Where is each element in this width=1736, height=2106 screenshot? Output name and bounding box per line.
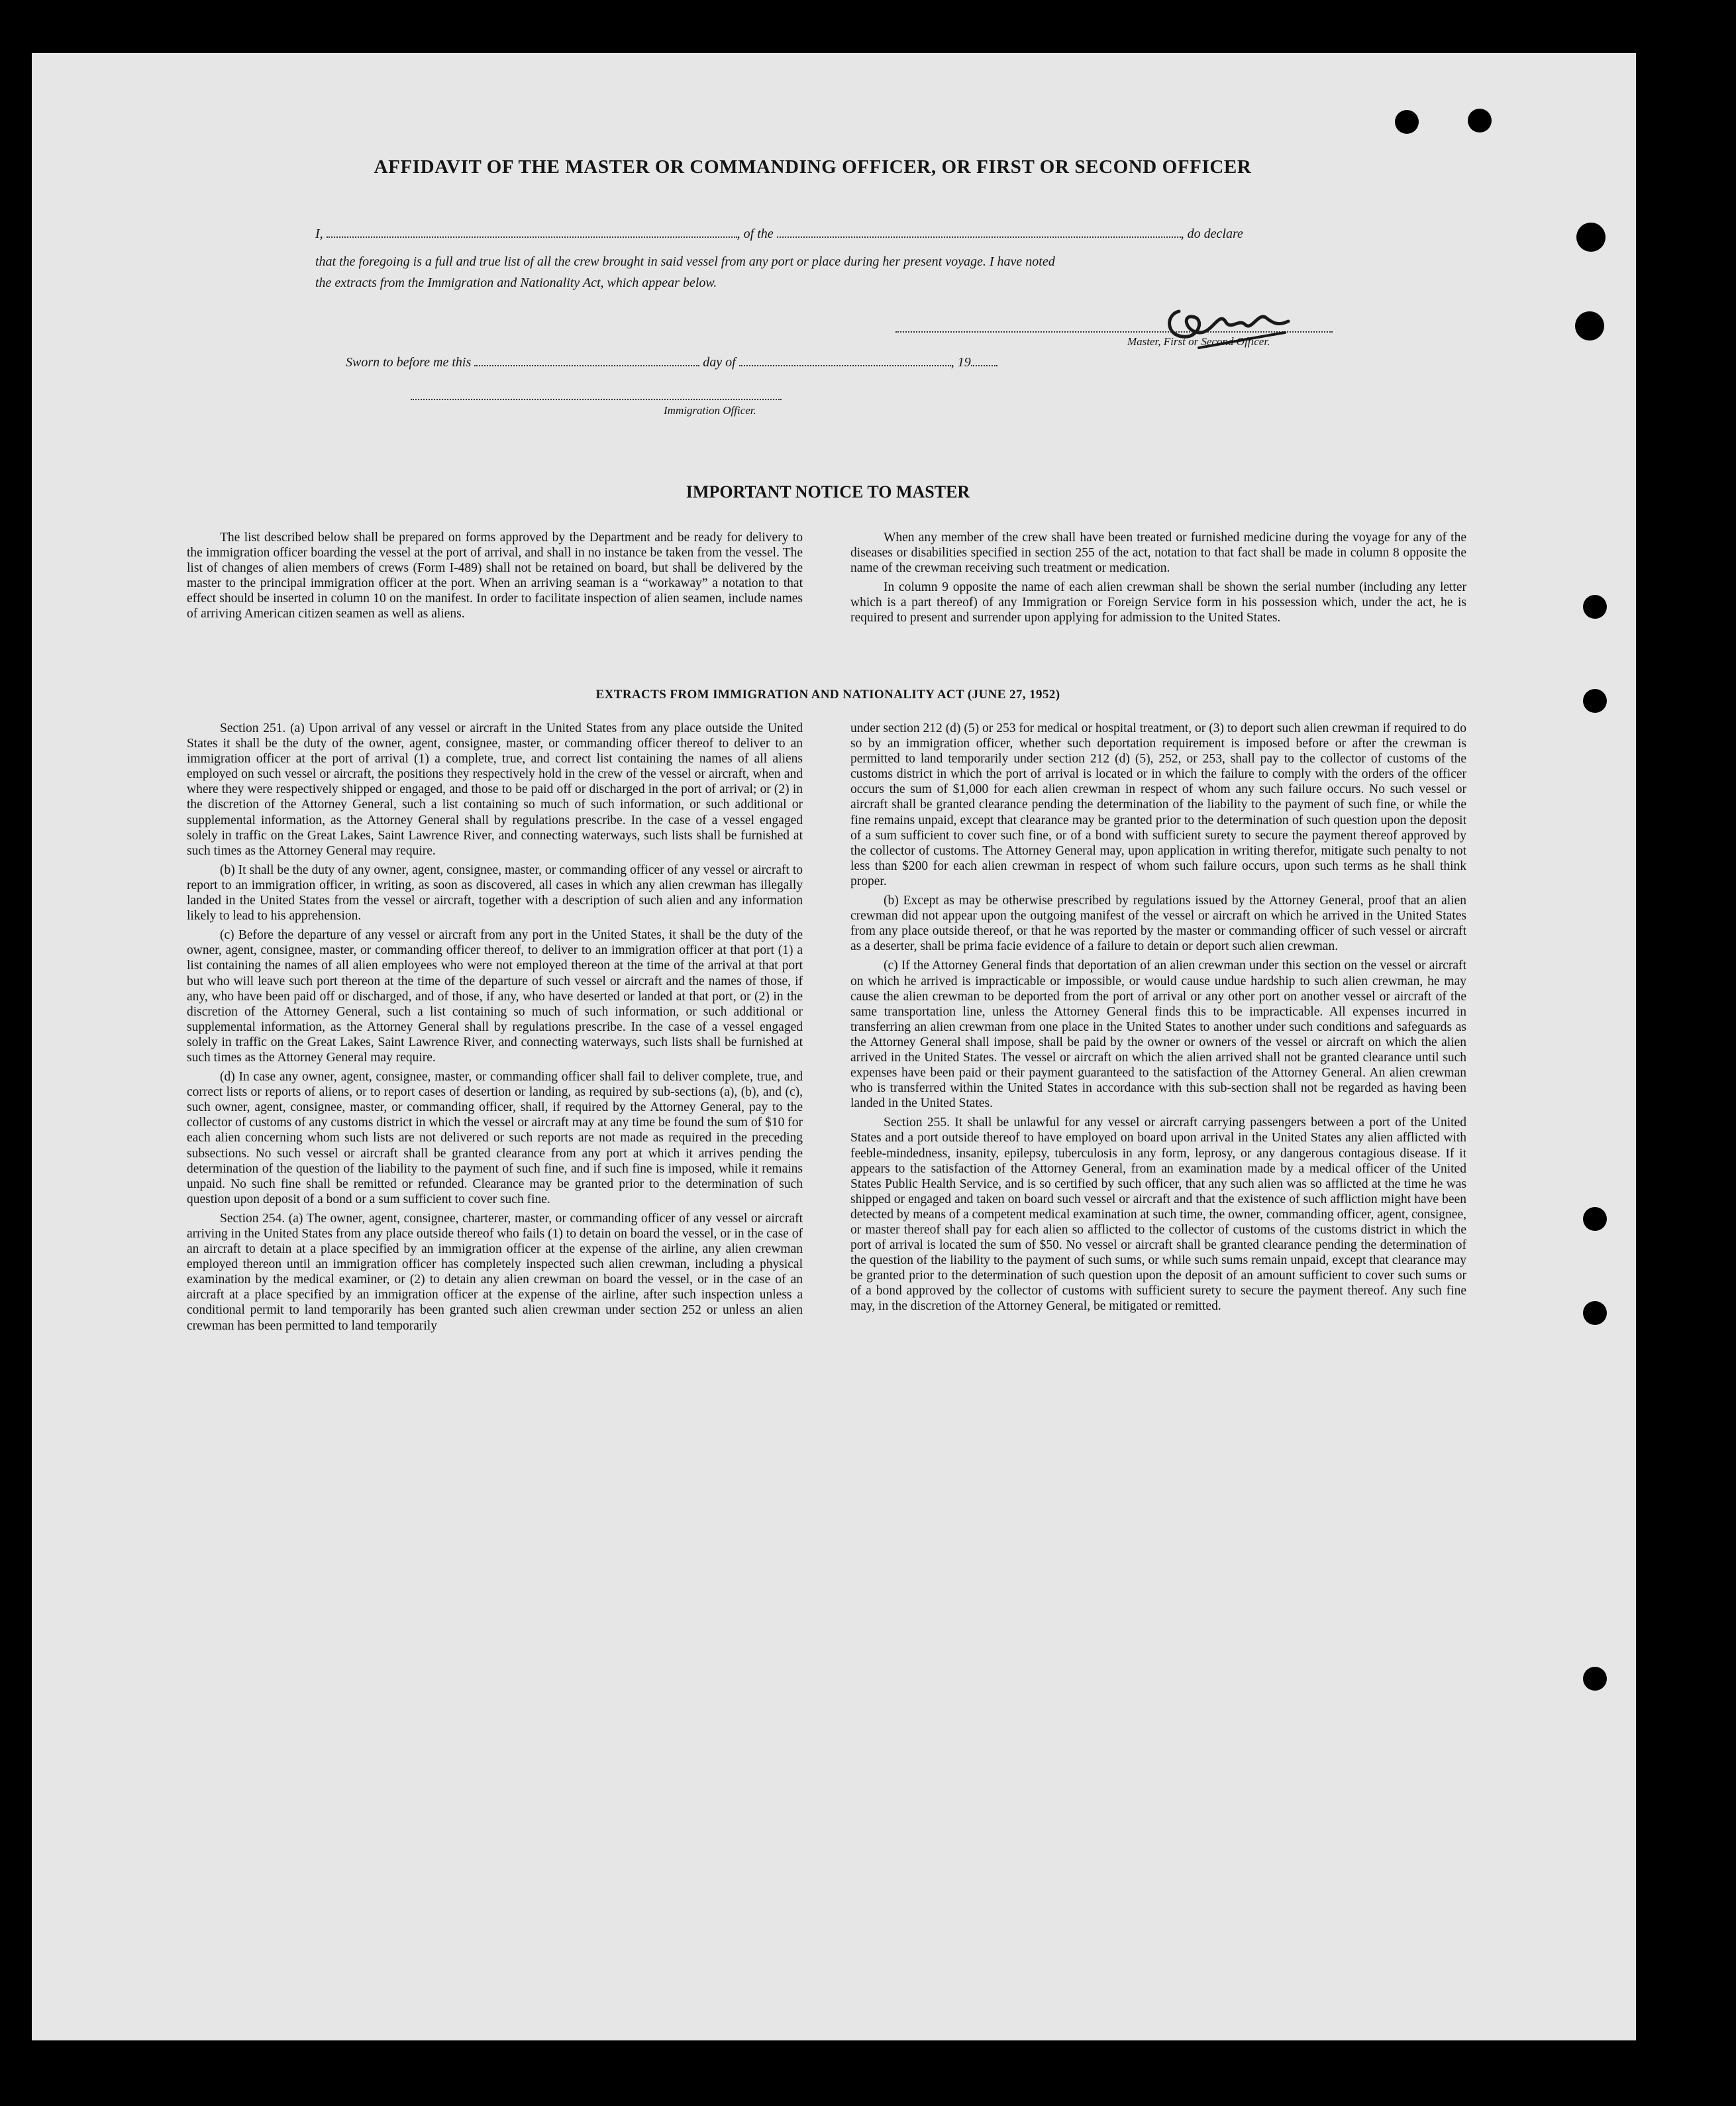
statute-paragraph: (c) If the Attorney General finds that deportation of an alien crewman under this section on the vessel or aircraft on which he arrived is impracticable or impossible, or would cause undue hardship to such alien crewman, he may cause the alien crewman to be deported from the port of arrival or any other port on another vessel or aircraft of the same transportation line, unless the Attorney General finds this to be impracticable. All expenses incurred in transferring an alien crewman from one place in the United States to another under such conditions and safeguards as the Attorney General shall impose, shall be paid by the owner or owners of the vessel or aircraft on which the alien arrived in the United States. The vessel or aircraft on which the alien arrived shall not be granted clearance until such expenses have been paid or their payment guaranteed to the satisfaction of the Attorney General. An alien crewman who is transferred within the United States in accordance with this sub-section shall not be regarded as having been landed in the United States.: [850, 959, 1466, 1111]
vessel-label: , of the: [737, 227, 774, 241]
binder-hole-icon: [1583, 1301, 1607, 1325]
statute-paragraph: (b) Except as may be otherwise prescribed by regulations issued by the Attorney General, proof that an alien crewman did not appear upon the outgoing manifest of the vessel or aircraft on which he arrived in the United States from any place outside thereof, or that he was reported by the master or commanding officer of such vessel or aircraft as a deserter, shall be prima facie evidence of a failure to detain or deport such alien crewman.: [850, 894, 1466, 954]
sworn-line: [346, 354, 1141, 371]
extracts-right-column: [850, 721, 1466, 1318]
statute-paragraph: Section 254. (a) The owner, agent, consignee, charterer, master, or commanding officer of any vessel or aircraft arriving in the United States from any place outside thereof who fails (1) to detain on board the vessel, or in the case of an aircraft to detain at a place specified by an immigration officer at the expense of the airline, any alien crewman employed thereon until an immigration officer has completely inspected such alien crewman, including a physical examination by the medical examiner, or (2) to detain any alien crewman on board the vessel, or in the case of an aircraft at a place specified by an immigration officer at the expense of the airline, after such inspection unless a conditional permit to land temporarily has been granted such alien crewman under section 252 or unless an alien crewman has been permitted to land temporarily: [187, 1211, 803, 1333]
year-label: , 19: [950, 355, 971, 370]
extracts-heading: EXTRACTS FROM IMMIGRATION AND NATIONALITY ACT (JUNE 27, 1952): [595, 688, 1060, 702]
notice-paragraph: The list described below shall be prepared on forms approved by the Department and be ready for delivery to the immigration officer boarding the vessel at the port of arrival, and shall in no instance be taken from the vessel. The list of changes of alien members of crews (Form I-489) shall not be retained on board, but shall be delivered by the master to the principal immigration officer at the port. When an arriving seaman is a “workaway” a notation to that effect should be inserted in column 10 on the manifest. In order to facilitate inspection of alien seamen, include names of arriving American citizen seamen as well as aliens.: [187, 531, 803, 621]
notice-heading: IMPORTANT NOTICE TO MASTER: [686, 482, 970, 501]
binder-hole-icon: [1583, 1207, 1607, 1231]
statute-paragraph: (b) It shall be the duty of any owner, agent, consignee, master, or commanding officer of any vessel or aircraft to report to an immigration officer, in writing, as soon as discovered, all cases in which any alien crewman has illegally landed in the United States from the vessel or aircraft, together with a description of such alien and any information likely to lead to his apprehension.: [187, 863, 803, 923]
statute-paragraph: Section 251. (a) Upon arrival of any vessel or aircraft in the United States from any place outside the United States it shall be the duty of the owner, agent, consignee, master, or commanding officer thereof to deliver to an immigration officer at the port of arrival (1) a complete, true, and correct list containing the names of all aliens employed on such vessel or aircraft, the positions they respectively hold in the crew of the vessel or aircraft, when and where they were respectively shipped or engaged, and those to be paid off or discharged in the port of arrival; or (2) in the discretion of the Attorney General, such a list containing so much of such information, or such additional or supplemental information, as the Attorney General shall by regulations prescribe. In the case of a vessel engaged solely in traffic on the Great Lakes, Saint Lawrence River, and connecting waterways, such lists shall be furnished at such times as the Attorney General may require.: [187, 721, 803, 858]
affidavit-title: AFFIDAVIT OF THE MASTER OR COMMANDING OFFICER, OR FIRST OR SECOND OFFICER: [374, 156, 1252, 178]
day-of-label: day of: [703, 355, 736, 370]
sworn-year-field[interactable]: [971, 365, 997, 366]
declarant-name-field[interactable]: [327, 237, 737, 238]
binder-hole-icon: [1575, 311, 1604, 341]
declare-label: , do declare: [1180, 227, 1243, 241]
notice-right-column: [850, 530, 1466, 630]
binder-hole-icon: [1583, 595, 1607, 619]
binder-hole-icon: [1583, 689, 1607, 713]
master-title-label: Master, First or Second Officer.: [1127, 335, 1270, 348]
binder-hole-icon: [1583, 1667, 1607, 1691]
binder-hole-icon: [1468, 109, 1492, 132]
statute-paragraph: Section 255. It shall be unlawful for any vessel or aircraft carrying passengers between a port of the United States and a port outside thereof to have employed on board upon arrival in the United States any alien afflicted with feeble-mindedness, insanity, epilepsy, tuberculosis in any form, leprosy, or any dangerous contagious disease. If it appears to the satisfaction of the Attorney General, from an examination made by a medical officer of the United States Public Health Service, and is so certified by such officer, that any such alien was so afflicted at the time he was shipped or engaged and taken on board such vessel or aircraft and that the existence of such affliction might have been detected by means of a competent medical examination at such time, the owner, commanding officer, agent, consignee, or master thereof shall pay for each alien so afflicted to the collector of customs of the customs district in which the port of arrival is located the sum of $50. No vessel or aircraft shall be granted clearance pending the determination of the question of the liability to the payment of such sums, or while such sums remain unpaid, except that clearance may be granted prior to the determination of such question upon the deposit of an amount sufficient to cover such sums or of a bond approved by the collector of customs with sufficient surety to secure the payment thereof. Any such fine may, in the discretion of the Attorney General, be mitigated or remitted.: [850, 1116, 1466, 1314]
declaration-text: the extracts from the Immigration and Nationality Act, which appear below.: [315, 276, 717, 290]
statute-paragraph: under section 212 (d) (5) or 253 for medical or hospital treatment, or (3) to deport such alien crewman if required to do so by an immigration officer, whether such deportation requirement is imposed before or after the crewman is permitted to land temporarily under section 212 (d) (5), 252, or 253, shall pay to the collector of customs of the customs district in which the port of arrival is located or in which the failure to comply with the orders of the officer occurs the sum of $1,000 for each alien crewman in respect of whom any such failure occurs. No such vessel or aircraft shall be granted clearance pending the determination of the liability to the payment of such fine, or while the fine remains unpaid, except that clearance may be granted prior to the determination of such question upon the deposit of a sum sufficient to cover such fine, or of a bond with sufficient surety to secure the payment thereof approved by the collector of customs. The Attorney General may, upon application in writing therefor, mitigate such penalty to not less than $200 for each alien crewman in respect of whom such failure occurs, upon such terms as he shall think proper.: [850, 721, 1466, 888]
immigration-officer-signature-line[interactable]: [411, 399, 782, 400]
binder-hole-icon: [1395, 110, 1419, 134]
sworn-day-field[interactable]: [474, 365, 699, 366]
handwritten-signature-icon: [1152, 285, 1311, 364]
vessel-name-field[interactable]: [777, 237, 1181, 238]
notice-paragraph: In column 9 opposite the name of each alien crewman shall be shown the serial number (including any letter which is a part thereof) of any Immigration or Foreign Service form in his possession which, under the act, he is required to present and surrender upon applying for admission to the United States.: [850, 580, 1466, 625]
extracts-left-column: [187, 721, 803, 1338]
declaration-line: [315, 225, 1335, 242]
declarant-label: I,: [315, 227, 323, 241]
binder-hole-icon: [1576, 223, 1606, 252]
sworn-label: Sworn to before me this: [346, 355, 472, 370]
statute-paragraph: (c) Before the departure of any vessel or aircraft from any port in the United States, it shall be the duty of the owner, agent, consignee, master, or commanding officer thereof, to deliver to an immigration officer at that port (1) a list containing the names of all alien employees who were not employed thereon at the time of the arrival at that port but who will leave such port thereon at the time of the departure of such vessel or aircraft and the names of those, if any, who have been paid off or discharged, and of those, if any, who have deserted or landed at that port, or (2) in the discretion of the Attorney General, such a list containing so much of such information, or such additional or supplemental information, as the Attorney General shall by regulations prescribe. In the case of a vessel engaged solely in traffic on the Great Lakes, Saint Lawrence River, and connecting waterways, such lists shall be furnished at such times as the Attorney General may require.: [187, 928, 803, 1065]
sworn-month-field[interactable]: [739, 365, 951, 366]
immigration-officer-label: Immigration Officer.: [664, 404, 756, 417]
statute-paragraph: (d) In case any owner, agent, consignee, master, or commanding officer shall fail to deliver complete, true, and correct lists or reports of aliens, or to report cases of desertion or landing, as required by sub-sections (a), (b), and (c), such owner, agent, consignee, master, or commanding officer, shall, if required by the Attorney General, pay to the collector of customs of any customs district in which the vessel or aircraft may at any time be found the sum of $10 for each alien concerning whom such lists are not delivered or such reports are not made as required in the preceding subsections. No such vessel or aircraft shall be granted clearance from any port at which it arrives pending the determination of the question of the liability to the payment of such fine, and if such fine is imposed, while it remains unpaid. No such fine shall be remitted or refunded. Clearance may be granted prior to the determination of such question upon deposit of a bond or a sum sufficient to cover such fine.: [187, 1070, 803, 1206]
notice-paragraph: When any member of the crew shall have been treated or furnished medicine during the voyage for any of the diseases or disabilities specified in section 255 of the act, notation to that fact shall be made in column 8 opposite the name of the crewman receiving such treatment or medication.: [850, 531, 1466, 576]
declaration-text: that the foregoing is a full and true list of all the crew brought in said vessel from any port or place during her present voyage. I have noted: [315, 254, 1055, 269]
notice-left-column: [187, 530, 803, 626]
